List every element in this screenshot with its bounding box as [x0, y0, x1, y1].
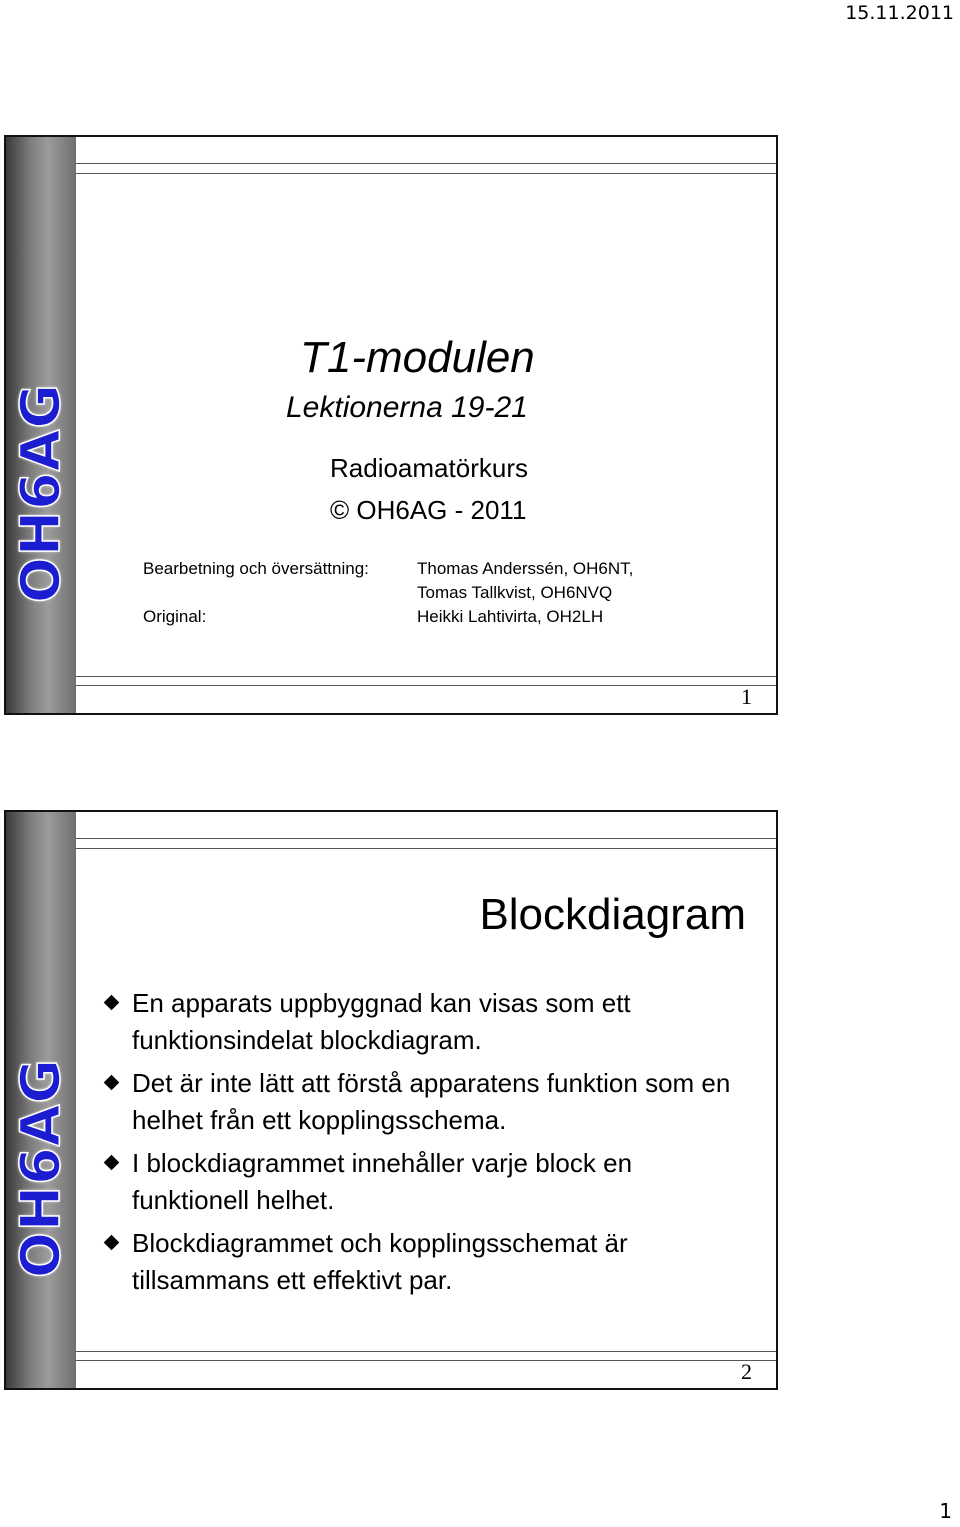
slide-number: 2	[741, 1359, 752, 1384]
course-name: Radioamatörkurs	[330, 453, 528, 483]
slide-number: 1	[741, 684, 752, 709]
oh6ag-logo: OH6AG	[9, 383, 72, 603]
credit-name: Thomas Anderssén, OH6NT,	[417, 559, 634, 578]
credit-label-original: Original:	[143, 607, 207, 626]
credit-name: Tomas Tallkvist, OH6NVQ	[417, 583, 613, 602]
page-number: 1	[939, 1499, 952, 1523]
diamond-bullet-icon	[104, 1075, 120, 1091]
bullet-item	[102, 1065, 752, 1139]
slide-subtitle: Lektionerna 19-21	[286, 391, 528, 424]
bottom-rule	[76, 1351, 776, 1352]
bullet-item	[102, 1225, 752, 1299]
slide-title: T1-modulen	[300, 333, 535, 382]
top-rule	[76, 848, 776, 849]
diamond-bullet-icon	[104, 1155, 120, 1171]
top-rule	[76, 163, 776, 164]
slide-sidebar	[6, 812, 76, 1388]
top-rule	[76, 838, 776, 839]
bullet-list	[102, 985, 752, 1305]
diamond-bullet-icon	[104, 995, 120, 1011]
bullet-text: I blockdiagrammet innehåller varje block en funktionell helhet.	[132, 1148, 633, 1215]
credit-name: Heikki Lahtivirta, OH2LH	[417, 607, 604, 626]
copyright-line: © OH6AG - 2011	[330, 495, 527, 525]
diamond-bullet-icon	[104, 1235, 120, 1251]
credit-label-edit: Bearbetning och översättning:	[143, 559, 369, 578]
oh6ag-logo: OH6AG	[9, 1058, 72, 1278]
bottom-rule	[76, 676, 776, 677]
bullet-text: En apparats uppbyggnad kan visas som ett funktionsindelat blockdiagram.	[132, 988, 631, 1055]
slide-sidebar	[6, 137, 76, 713]
slide-title: Blockdiagram	[479, 890, 746, 939]
slide-2	[4, 810, 778, 1390]
bottom-rule	[76, 1360, 776, 1361]
bullet-item	[102, 985, 752, 1059]
bottom-rule	[76, 685, 776, 686]
slide-1	[4, 135, 778, 715]
bullet-item	[102, 1145, 752, 1219]
bullet-text: Blockdiagrammet och kopplingsschemat är tillsammans ett effektivt par.	[132, 1228, 628, 1295]
top-rule	[76, 173, 776, 174]
bullet-text: Det är inte lätt att förstå apparatens funktion som en helhet från ett kopplingsschema.	[132, 1068, 731, 1135]
print-date: 15.11.2011	[845, 2, 954, 24]
